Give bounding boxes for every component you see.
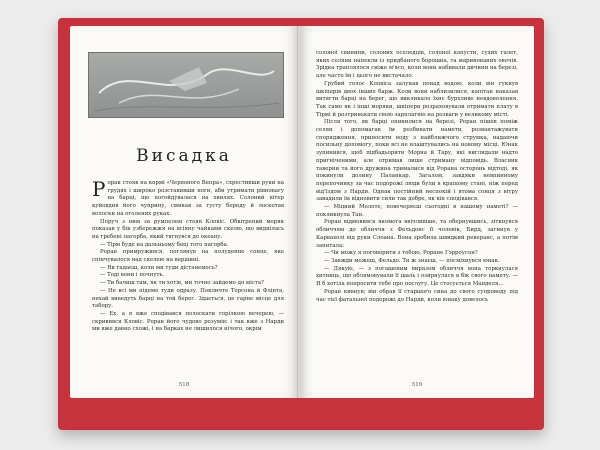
paragraph: — Не всі ми підемо туди одразу. Покличте Торсона й Флінта, нехай виведуть барці на той берег. Здається, це гарне місце для табору. bbox=[92, 287, 284, 310]
paragraph: — Ти бачиш там, як ти хотів, ми точно зайдемо до міста? bbox=[100, 280, 264, 287]
paragraph: Поруч з ним за румпелем стояв Кловіс. Обвітрений моряк показав у бік узбережжя на всіяну чайками скелю, що виднілась на гребені пагорба, який тягнувся до океану. bbox=[92, 218, 284, 240]
paragraph: Рорак стояв на кормі «Червоного Вепра», схрестивши руки на грудях і широко розставивши ноги, аби утримати рівновагу на барці, що погойдувалася на хвилях. Солоний вітер куйовдив його чуприну, смикав за густу бороду й лоскотав волоски на оголених руках. bbox=[92, 177, 284, 217]
left-page bbox=[70, 26, 298, 398]
paragraph: — Дякую, — з погашеним виразом обличчя вона торкнулася хитниць, що облямовували її шаль і озирнулася в бік свого намету. — Я б хотіла попросити тебе про послугу. Це стосується Манделя… bbox=[316, 265, 518, 288]
paragraph: Роран кивнув; він обрав її старшого сина до свого супроводу під час тієї фатальної подорожі до Нарди, коли юнаку довелось bbox=[316, 288, 518, 303]
drop-cap: Р bbox=[92, 177, 106, 201]
left-page-text bbox=[92, 177, 284, 334]
chapter-title: Висадка bbox=[136, 146, 232, 166]
paragraph: — Ех, а я вже сподівався полоскати горілкою вечерею, — скривився Кловіс. Роран його чудово розумів: і так вже з Нарди ми вже давно схожі, і на барках не лишилося нічого, окрім bbox=[92, 310, 284, 333]
chapter-illustration bbox=[88, 52, 284, 118]
paragraph: Роран примружився, поглянув на полуденне сонце, яке спінчувалося над скелею на вершині. bbox=[92, 249, 284, 264]
paragraph: Роран відмовився якомога ввічливіше, та обернувшись, зіткнувся обличчям до обличчя з Фельдою: її чоловік, Бирд, загинув у Карвахолі від руки Слоана. Вона зробила швидкий реверанс, а потім запитала: bbox=[316, 219, 518, 249]
paragraph: — Міцний Молоте, повечеряєш сьогодні в нашому наметі? — покликнула Тан. bbox=[316, 204, 518, 218]
paragraph: — Тоді вони і почнуть. bbox=[100, 272, 165, 279]
right-page bbox=[300, 26, 534, 398]
paragraph: Грубий голос Кловіса залунав понад водою, коли він гукнув шкіперів двох інших барж. Коли вони наблизилися, капітан наказав витягти барці на берег, що викликало їхнє бурхливе невдоволення. Так само як і інші моряки, шкіпери розраховували отримати плату в Тірмі й розтринькати свою зарплатню на розваги у великому місті. bbox=[316, 80, 518, 118]
page-number-right: 519 bbox=[411, 382, 423, 388]
paragraph: — Тірм буде на дальньому боці того пагорба. bbox=[100, 241, 229, 248]
paragraph: Після того, як барці опинилися на березі, Роран пішов поміж селян і допомагав їм розбивати намети, розвантажувати спорядження, приносити воду з найближчого струмка, надаючи посильну допомогу, поки всі не влаштувались на новому місці. Юнак зупинився, щоб підбадьорити Морна й Тару, які виглядали надто пригніченими, але отримав лише стриману відповідь. Власник таверни та його дружина трималися від Рорана осторонь відтоді, як покинули долину Паланкар. Загалом, завдяки невпинному перепочинку за час подорожі люди були в кращому стані, ніж перед від'їздом з Нарди. Однак постійний неспокій і втома сонця з вітру завадили їм відновити сили так добре, як він сподівався. bbox=[316, 119, 518, 203]
paragraph: — Завжди можеш, Фельдо. Ти ж знаєш, — посміхнувся юнак. bbox=[324, 257, 500, 264]
paragraph: солоної свинини, солоних оселедців, солоної капусти, сухих галет, яких селяни напекли із придбаного борошна, та маринованих овочів. Зрідка траплялося свіже м'ясо, коли вони набивали дичини на березі, але часто їм і цього не вистачало. bbox=[316, 50, 518, 80]
paragraph: — Як гадаєш, коли ми туди дістанемось? bbox=[100, 264, 218, 271]
right-page-text bbox=[316, 50, 518, 304]
page-number-left: 518 bbox=[178, 382, 190, 388]
paragraph: — Чи можу я поговорити з тобою, Роране Гэрроусон? bbox=[324, 250, 478, 257]
